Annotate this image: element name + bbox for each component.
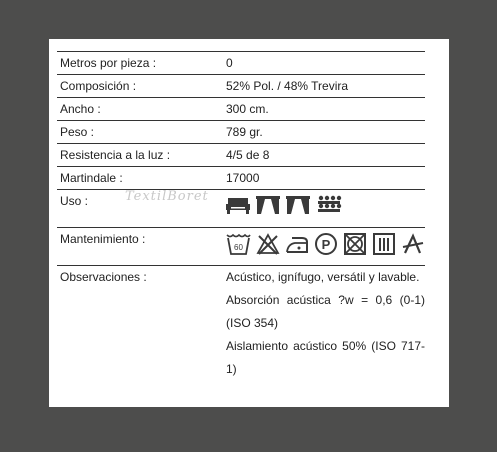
flame-retardant-icon [401, 233, 425, 255]
row-label: Resistencia a la luz : [57, 144, 223, 167]
uso-row [57, 190, 425, 228]
line-dry-icon [372, 233, 396, 255]
watermark: TextilBoret [125, 189, 209, 204]
row-value: 789 gr. [223, 121, 425, 144]
specs-table [57, 51, 425, 384]
observaciones-label: Observaciones : [57, 266, 223, 385]
mantenimiento-label: Mantenimiento : [57, 228, 223, 266]
observation-line: Acústico, ignífugo, versátil y lavable. [226, 270, 420, 284]
table-row [57, 75, 425, 98]
table-row [57, 144, 425, 167]
row-label: Composición : [57, 75, 223, 98]
uso-label: Uso : [57, 190, 223, 228]
care-icons [223, 228, 425, 266]
curtain-icon [286, 195, 310, 215]
table-row [57, 52, 425, 75]
table-row [57, 98, 425, 121]
row-label: Martindale : [57, 167, 223, 190]
uso-icons [223, 190, 425, 228]
mantenimiento-row [57, 228, 425, 266]
no-tumble-dry-icon [343, 233, 367, 255]
row-label: Ancho : [57, 98, 223, 121]
row-value: 52% Pol. / 48% Trevira [223, 75, 425, 98]
dry-clean-p-icon [314, 233, 338, 255]
curtain-icon [256, 195, 280, 215]
row-value: 0 [223, 52, 425, 75]
iron-icon [285, 233, 309, 255]
observation-line: Absorción acústica ?w = 0,6 (0-1) (ISO 354) [226, 293, 425, 330]
wash-temp-label: 60 [234, 243, 243, 252]
row-value: 17000 [223, 167, 425, 190]
row-label: Metros por pieza : [57, 52, 223, 75]
wash-60-icon [226, 233, 251, 255]
observaciones-text [223, 266, 425, 385]
row-value: 4/5 de 8 [223, 144, 425, 167]
row-value: 300 cm. [223, 98, 425, 121]
observation-line: Aislamiento acústico 50% (ISO 717-1) [226, 339, 425, 376]
product-specs-card [49, 39, 449, 407]
no-bleach-icon [256, 233, 280, 255]
table-row [57, 121, 425, 144]
table-row [57, 167, 425, 190]
svg-text:P: P [321, 237, 331, 252]
sofa-icon [226, 195, 250, 215]
row-label: Peso : [57, 121, 223, 144]
observaciones-row [57, 266, 425, 385]
office-seating-icon [316, 195, 342, 215]
